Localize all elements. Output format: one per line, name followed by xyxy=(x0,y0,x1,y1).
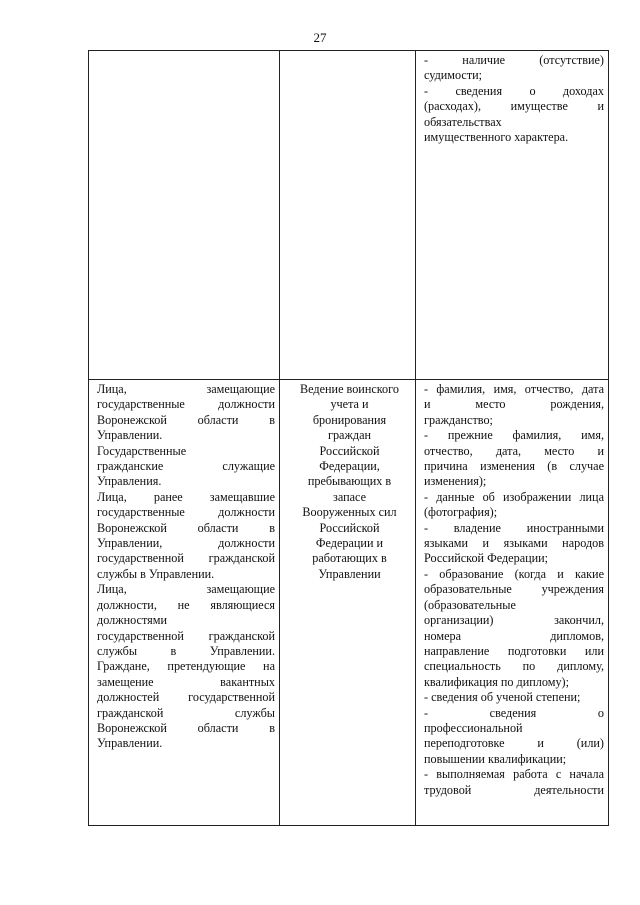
cell-line: - выполняемая работа с начала xyxy=(424,767,604,782)
cell-line: отчество, дата, место и xyxy=(424,443,604,458)
table-cell-data-list xyxy=(416,51,609,380)
cell-line: - наличие (отсутствие) xyxy=(424,53,604,67)
cell-line: запасе xyxy=(333,489,366,504)
cell-line: граждан xyxy=(327,428,372,443)
cell-line: повышении квалификации; xyxy=(424,751,567,766)
cell-line: профессиональной xyxy=(424,720,523,735)
cell-line: направление подготовки или xyxy=(424,643,604,658)
cell-line: имущественного характера. xyxy=(424,130,569,145)
cell-line: - прежние фамилия, имя, xyxy=(424,428,604,443)
cell-line: должностями xyxy=(97,613,167,628)
cell-line: Российской xyxy=(319,443,380,458)
cell-line: государственной гражданской xyxy=(97,551,275,566)
cell-line: Федерации и xyxy=(315,536,384,551)
cell-line: гражданские служащие xyxy=(97,459,275,474)
cell-line: Вооруженных сил xyxy=(302,505,397,520)
cell-line: - фамилия, имя, отчество, дата xyxy=(424,382,604,396)
cell-line: Граждане, претендующие на xyxy=(97,659,275,674)
cell-line: специальность по диплому, xyxy=(424,659,604,674)
cell-line: должностей государственной xyxy=(97,690,275,705)
cell-line: Управлении xyxy=(318,566,381,581)
table-cell-data-list xyxy=(416,380,609,826)
cell-line: бронирования xyxy=(312,412,387,427)
cell-line: причина изменения (в случае xyxy=(424,459,604,474)
cell-line: - сведения об ученой степени; xyxy=(424,690,581,705)
cell-line: обязательствах xyxy=(424,114,502,129)
cell-line: и место рождения, xyxy=(424,397,604,412)
cell-line: (образовательные xyxy=(424,597,516,612)
table-cell-purpose xyxy=(280,380,416,826)
cell-line: организации) закончил, xyxy=(424,613,604,628)
cell-line: - сведения о доходах xyxy=(424,83,604,98)
cell-line: Воронежской области в xyxy=(97,520,275,535)
cell-line: трудовой деятельности xyxy=(424,782,604,797)
cell-line: Управления. xyxy=(97,474,162,489)
cell-line: квалификация по диплому); xyxy=(424,674,569,689)
cell-line: Воронежской области в xyxy=(97,412,275,427)
data-table xyxy=(88,50,609,826)
cell-line: - данные об изображении лица xyxy=(424,489,604,504)
table-row xyxy=(89,380,609,826)
cell-line: пребывающих в xyxy=(307,474,392,489)
cell-line: Управлении. xyxy=(97,736,163,751)
cell-line: службы в Управлении. xyxy=(97,566,215,581)
cell-line: государственные должности xyxy=(97,505,275,520)
cell-line: (расходах), имуществе и xyxy=(424,99,604,114)
cell-line: службы в Управлении. xyxy=(97,643,275,658)
cell-line: Управлении. xyxy=(97,428,163,443)
cell-line: работающих в xyxy=(312,551,387,566)
table-cell-purpose xyxy=(280,51,416,380)
cell-line: Федерации, xyxy=(319,459,380,474)
cell-line: переподготовке и (или) xyxy=(424,736,604,751)
cell-line: образовательные учреждения xyxy=(424,582,604,597)
cell-line: государственной гражданской xyxy=(97,628,275,643)
cell-line: Лица, ранее замещавшие xyxy=(97,489,275,504)
table-cell-categories xyxy=(89,380,280,826)
cell-line: Лица, замещающие xyxy=(97,382,275,396)
cell-line: - владение иностранными xyxy=(424,520,604,535)
cell-line: Ведение воинского xyxy=(300,382,399,396)
cell-line: государственные должности xyxy=(97,397,275,412)
cell-line: замещение вакантных xyxy=(97,674,275,689)
cell-line: Российской xyxy=(319,520,380,535)
cell-line: номера дипломов, xyxy=(424,628,604,643)
cell-line: - сведения о xyxy=(424,705,604,720)
cell-line: Лица, замещающие xyxy=(97,582,275,597)
cell-line: языками и языками народов xyxy=(424,536,604,551)
cell-line: гражданство; xyxy=(424,412,493,427)
cell-line: Российской Федерации; xyxy=(424,551,549,566)
cell-line: должности, не являющиеся xyxy=(97,597,275,612)
cell-line: - образование (когда и какие xyxy=(424,566,604,581)
cell-line: (фотография); xyxy=(424,505,498,520)
cell-line: учета и xyxy=(330,397,369,412)
cell-line: Управлении, должности xyxy=(97,536,275,551)
page-number: 27 xyxy=(313,30,327,45)
cell-line: изменения); xyxy=(424,474,487,489)
cell-line: Воронежской области в xyxy=(97,720,275,735)
cell-line: Государственные xyxy=(97,443,187,458)
cell-line: судимости; xyxy=(424,68,483,83)
table-row xyxy=(89,51,609,380)
table-cell-categories xyxy=(89,51,280,380)
cell-line: гражданской службы xyxy=(97,705,275,720)
